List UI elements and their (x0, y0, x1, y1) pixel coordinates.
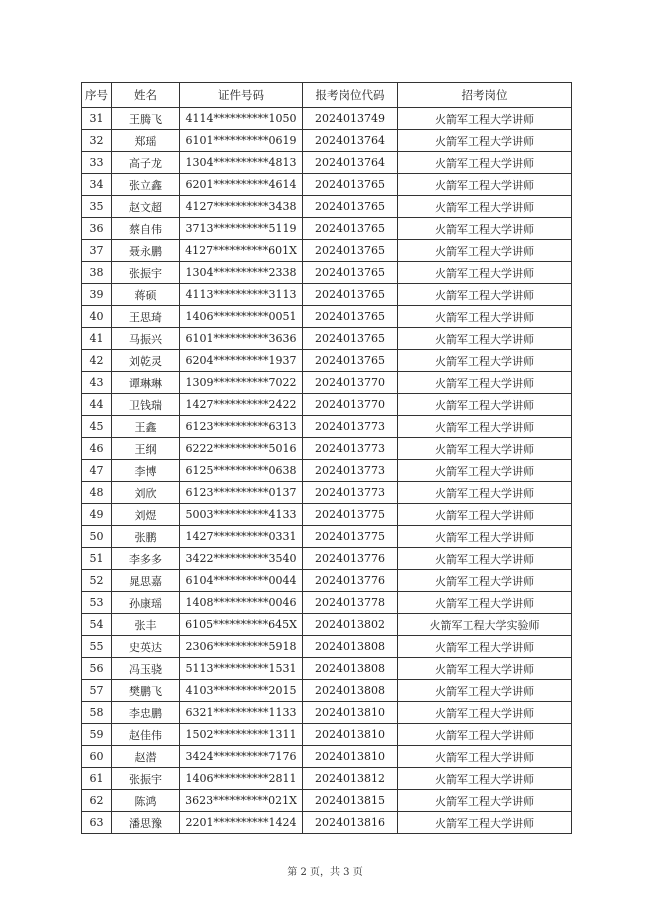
id-number-cell: 6201**********4614 (180, 174, 303, 196)
post-code-cell: 2024013773 (303, 438, 398, 460)
post-cell: 火箭军工程大学讲师 (398, 152, 572, 174)
name-cell: 张鹏 (112, 526, 180, 548)
table-row (82, 372, 572, 394)
id-number-cell: 6101**********0619 (180, 130, 303, 152)
name-cell: 高子龙 (112, 152, 180, 174)
post-code-cell: 2024013765 (303, 328, 398, 350)
post-cell: 火箭军工程大学讲师 (398, 724, 572, 746)
seq-cell: 48 (82, 482, 112, 504)
header-seq: 序号 (82, 83, 112, 108)
post-cell: 火箭军工程大学讲师 (398, 592, 572, 614)
post-code-cell: 2024013775 (303, 526, 398, 548)
table-row (82, 724, 572, 746)
name-cell: 冯玉骁 (112, 658, 180, 680)
seq-cell: 44 (82, 394, 112, 416)
candidate-table (81, 82, 572, 834)
post-cell: 火箭军工程大学讲师 (398, 636, 572, 658)
id-number-cell: 1406**********0051 (180, 306, 303, 328)
post-cell: 火箭军工程大学讲师 (398, 812, 572, 834)
table-row (82, 570, 572, 592)
seq-cell: 43 (82, 372, 112, 394)
post-cell: 火箭军工程大学讲师 (398, 790, 572, 812)
seq-cell: 62 (82, 790, 112, 812)
post-code-cell: 2024013773 (303, 482, 398, 504)
seq-cell: 35 (82, 196, 112, 218)
table-row (82, 790, 572, 812)
name-cell: 刘乾灵 (112, 350, 180, 372)
post-cell: 火箭军工程大学讲师 (398, 548, 572, 570)
id-number-cell: 3422**********3540 (180, 548, 303, 570)
seq-cell: 47 (82, 460, 112, 482)
seq-cell: 42 (82, 350, 112, 372)
post-cell: 火箭军工程大学讲师 (398, 570, 572, 592)
name-cell: 卫钱瑞 (112, 394, 180, 416)
id-number-cell: 6204**********1937 (180, 350, 303, 372)
seq-cell: 55 (82, 636, 112, 658)
table-row (82, 812, 572, 834)
seq-cell: 63 (82, 812, 112, 834)
post-code-cell: 2024013810 (303, 724, 398, 746)
post-cell: 火箭军工程大学讲师 (398, 306, 572, 328)
name-cell: 张丰 (112, 614, 180, 636)
post-code-cell: 2024013770 (303, 394, 398, 416)
name-cell: 李忠鹏 (112, 702, 180, 724)
table-row (82, 526, 572, 548)
seq-cell: 60 (82, 746, 112, 768)
post-code-cell: 2024013815 (303, 790, 398, 812)
id-number-cell: 1427**********2422 (180, 394, 303, 416)
name-cell: 马振兴 (112, 328, 180, 350)
post-code-cell: 2024013764 (303, 152, 398, 174)
table-row (82, 680, 572, 702)
post-code-cell: 2024013810 (303, 702, 398, 724)
seq-cell: 53 (82, 592, 112, 614)
post-code-cell: 2024013764 (303, 130, 398, 152)
seq-cell: 38 (82, 262, 112, 284)
id-number-cell: 6123**********0137 (180, 482, 303, 504)
post-code-cell: 2024013778 (303, 592, 398, 614)
table-row (82, 636, 572, 658)
post-cell: 火箭军工程大学讲师 (398, 504, 572, 526)
name-cell: 刘煜 (112, 504, 180, 526)
name-cell: 王鑫 (112, 416, 180, 438)
seq-cell: 49 (82, 504, 112, 526)
table-body (82, 108, 572, 834)
table-row (82, 218, 572, 240)
table-row (82, 394, 572, 416)
seq-cell: 61 (82, 768, 112, 790)
post-code-cell: 2024013812 (303, 768, 398, 790)
post-code-cell: 2024013765 (303, 174, 398, 196)
table-row (82, 504, 572, 526)
post-code-cell: 2024013765 (303, 240, 398, 262)
post-code-cell: 2024013776 (303, 570, 398, 592)
seq-cell: 36 (82, 218, 112, 240)
name-cell: 李多多 (112, 548, 180, 570)
name-cell: 张振宇 (112, 768, 180, 790)
seq-cell: 52 (82, 570, 112, 592)
post-cell: 火箭军工程大学讲师 (398, 218, 572, 240)
name-cell: 潘思豫 (112, 812, 180, 834)
table-row (82, 482, 572, 504)
id-number-cell: 6105**********645X (180, 614, 303, 636)
id-number-cell: 4103**********2015 (180, 680, 303, 702)
id-number-cell: 3424**********7176 (180, 746, 303, 768)
post-cell: 火箭军工程大学讲师 (398, 196, 572, 218)
name-cell: 张立鑫 (112, 174, 180, 196)
table-row (82, 658, 572, 680)
seq-cell: 33 (82, 152, 112, 174)
header-post: 招考岗位 (398, 83, 572, 108)
post-cell: 火箭军工程大学讲师 (398, 240, 572, 262)
post-code-cell: 2024013808 (303, 636, 398, 658)
table-row (82, 548, 572, 570)
table-row (82, 306, 572, 328)
seq-cell: 39 (82, 284, 112, 306)
post-cell: 火箭军工程大学讲师 (398, 262, 572, 284)
name-cell: 王纲 (112, 438, 180, 460)
name-cell: 孙康瑶 (112, 592, 180, 614)
seq-cell: 57 (82, 680, 112, 702)
name-cell: 张振宇 (112, 262, 180, 284)
id-number-cell: 4127**********3438 (180, 196, 303, 218)
id-number-cell: 1304**********2338 (180, 262, 303, 284)
table-row (82, 702, 572, 724)
table-row (82, 174, 572, 196)
table-row (82, 196, 572, 218)
table-row (82, 152, 572, 174)
id-number-cell: 6104**********0044 (180, 570, 303, 592)
id-number-cell: 1309**********7022 (180, 372, 303, 394)
post-cell: 火箭军工程大学讲师 (398, 394, 572, 416)
post-cell: 火箭军工程大学讲师 (398, 746, 572, 768)
table-row (82, 350, 572, 372)
post-code-cell: 2024013765 (303, 306, 398, 328)
seq-cell: 34 (82, 174, 112, 196)
post-cell: 火箭军工程大学讲师 (398, 350, 572, 372)
id-number-cell: 6101**********3636 (180, 328, 303, 350)
name-cell: 王腾飞 (112, 108, 180, 130)
name-cell: 郑瑶 (112, 130, 180, 152)
post-code-cell: 2024013808 (303, 680, 398, 702)
post-cell: 火箭军工程大学讲师 (398, 328, 572, 350)
post-cell: 火箭军工程大学讲师 (398, 702, 572, 724)
table-row (82, 262, 572, 284)
name-cell: 樊鹏飞 (112, 680, 180, 702)
table-row (82, 130, 572, 152)
id-number-cell: 6321**********1133 (180, 702, 303, 724)
seq-cell: 46 (82, 438, 112, 460)
post-code-cell: 2024013775 (303, 504, 398, 526)
seq-cell: 58 (82, 702, 112, 724)
post-cell: 火箭军工程大学讲师 (398, 130, 572, 152)
table-row (82, 240, 572, 262)
header-post-code: 报考岗位代码 (303, 83, 398, 108)
name-cell: 王思琦 (112, 306, 180, 328)
id-number-cell: 2201**********1424 (180, 812, 303, 834)
name-cell: 赵佳伟 (112, 724, 180, 746)
seq-cell: 41 (82, 328, 112, 350)
post-code-cell: 2024013776 (303, 548, 398, 570)
id-number-cell: 1502**********1311 (180, 724, 303, 746)
header-name: 姓名 (112, 83, 180, 108)
seq-cell: 56 (82, 658, 112, 680)
seq-cell: 37 (82, 240, 112, 262)
post-code-cell: 2024013773 (303, 460, 398, 482)
post-cell: 火箭军工程大学讲师 (398, 416, 572, 438)
name-cell: 陈鸿 (112, 790, 180, 812)
id-number-cell: 4114**********1050 (180, 108, 303, 130)
name-cell: 蒋硕 (112, 284, 180, 306)
table-row (82, 746, 572, 768)
post-cell: 火箭军工程大学讲师 (398, 768, 572, 790)
post-cell: 火箭军工程大学讲师 (398, 658, 572, 680)
id-number-cell: 4127**********601X (180, 240, 303, 262)
post-code-cell: 2024013765 (303, 218, 398, 240)
seq-cell: 32 (82, 130, 112, 152)
name-cell: 李博 (112, 460, 180, 482)
seq-cell: 40 (82, 306, 112, 328)
name-cell: 赵文超 (112, 196, 180, 218)
post-cell: 火箭军工程大学讲师 (398, 526, 572, 548)
post-code-cell: 2024013749 (303, 108, 398, 130)
post-cell: 火箭军工程大学讲师 (398, 284, 572, 306)
id-number-cell: 6125**********0638 (180, 460, 303, 482)
name-cell: 史英达 (112, 636, 180, 658)
id-number-cell: 1304**********4813 (180, 152, 303, 174)
id-number-cell: 1427**********0331 (180, 526, 303, 548)
post-code-cell: 2024013765 (303, 196, 398, 218)
post-cell: 火箭军工程大学讲师 (398, 680, 572, 702)
post-cell: 火箭军工程大学讲师 (398, 372, 572, 394)
seq-cell: 59 (82, 724, 112, 746)
post-code-cell: 2024013765 (303, 284, 398, 306)
name-cell: 刘欣 (112, 482, 180, 504)
post-cell: 火箭军工程大学讲师 (398, 174, 572, 196)
post-cell: 火箭军工程大学讲师 (398, 108, 572, 130)
name-cell: 谭琳琳 (112, 372, 180, 394)
table-row (82, 438, 572, 460)
table-row (82, 768, 572, 790)
id-number-cell: 3623**********021X (180, 790, 303, 812)
post-code-cell: 2024013816 (303, 812, 398, 834)
seq-cell: 54 (82, 614, 112, 636)
post-cell: 火箭军工程大学实验师 (398, 614, 572, 636)
post-cell: 火箭军工程大学讲师 (398, 438, 572, 460)
table-row (82, 614, 572, 636)
header-id-number: 证件号码 (180, 83, 303, 108)
name-cell: 赵潜 (112, 746, 180, 768)
name-cell: 蔡自伟 (112, 218, 180, 240)
post-code-cell: 2024013808 (303, 658, 398, 680)
post-code-cell: 2024013765 (303, 350, 398, 372)
table-row (82, 460, 572, 482)
table-header-row (82, 83, 572, 108)
table-row (82, 108, 572, 130)
id-number-cell: 5003**********4133 (180, 504, 303, 526)
id-number-cell: 2306**********5918 (180, 636, 303, 658)
id-number-cell: 4113**********3113 (180, 284, 303, 306)
table-row (82, 328, 572, 350)
post-code-cell: 2024013802 (303, 614, 398, 636)
id-number-cell: 6222**********5016 (180, 438, 303, 460)
post-cell: 火箭军工程大学讲师 (398, 460, 572, 482)
seq-cell: 50 (82, 526, 112, 548)
table-row (82, 416, 572, 438)
post-code-cell: 2024013770 (303, 372, 398, 394)
seq-cell: 31 (82, 108, 112, 130)
table-row (82, 284, 572, 306)
id-number-cell: 3713**********5119 (180, 218, 303, 240)
seq-cell: 45 (82, 416, 112, 438)
post-code-cell: 2024013765 (303, 262, 398, 284)
name-cell: 聂永鹏 (112, 240, 180, 262)
id-number-cell: 5113**********1531 (180, 658, 303, 680)
post-code-cell: 2024013810 (303, 746, 398, 768)
post-cell: 火箭军工程大学讲师 (398, 482, 572, 504)
post-code-cell: 2024013773 (303, 416, 398, 438)
name-cell: 晁思嘉 (112, 570, 180, 592)
table-row (82, 592, 572, 614)
page-footer: 第 2 页，共 3 页 (287, 867, 363, 878)
seq-cell: 51 (82, 548, 112, 570)
id-number-cell: 6123**********6313 (180, 416, 303, 438)
id-number-cell: 1406**********2811 (180, 768, 303, 790)
id-number-cell: 1408**********0046 (180, 592, 303, 614)
